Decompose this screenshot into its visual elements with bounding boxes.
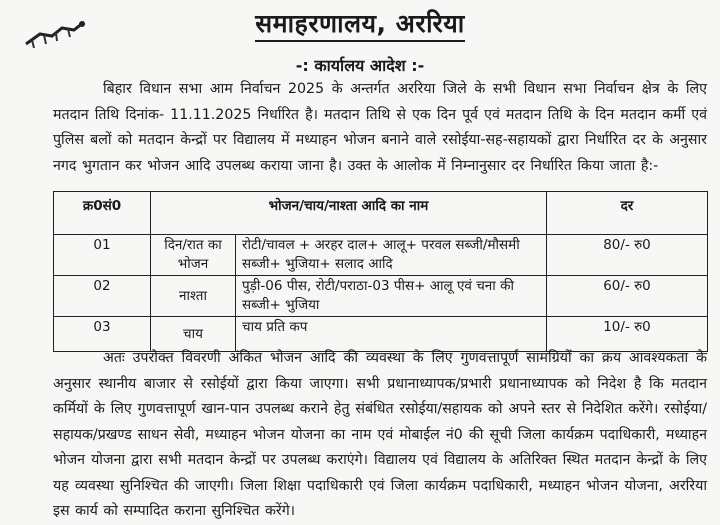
row-serial: 02 bbox=[54, 276, 151, 317]
header-serial: क्र0सं0 bbox=[54, 192, 151, 235]
intro-paragraph: बिहार विधान सभा आम निर्वाचन 2025 के अन्तर्गत अररिया जिले के सभी विधान सभा निर्वाचन क्षेत्र के लिए मतदान तिथि दिनांक- 11.11.2025 निर्धारित है। मतदान तिथि से एक दिन पूर्व एवं मतदान तिथि के दिन मतदान कर्मी एवं पुलिस बलों को मतदान केन्द्रों पर विद्यालय में मध्याहन भोजन बनाने वाले रसोईया-सह-सहायकों द्वारा निर्धारित दर के अनुसार नगद भुगतान कर भोजन आदि उपलब्ध कराया जाना है। उक्त के आलोक में निम्नानुसार दर निर्धारित किया जाता है:- bbox=[53, 81, 707, 174]
header-item: भोजन/चाय/नाश्ता आदि का नाम bbox=[151, 192, 547, 235]
row-serial: 01 bbox=[54, 235, 151, 276]
header-rate: दर bbox=[547, 192, 708, 235]
row-rate: 10/- रु0 bbox=[547, 317, 708, 352]
row-items: पुड़ी-06 पीस, रोटी/पराठा-03 पीस+ आलू एवं चना की सब्जी+ भुजिया bbox=[236, 276, 547, 317]
row-rate: 60/- रु0 bbox=[547, 276, 708, 317]
closing-paragraph: अतः उपरोक्त विवरणी अंकित भोजन आदि की व्यवस्था के लिए गुणवत्तापूर्ण सामग्रियों का क्रय आवश्यकता के अनुसार स्थानीय बाजार से रसोईयों द्वारा किया जाएगा। सभी प्रधानाध्यापक/प्रभारी प्रधानाध्यापक को निदेश है कि मतदान कर्मियों के लिए गुणवत्तापूर्ण खान-पान उपलब्ध कराने हेतु संबंधित रसोईया/सहायक को अपने स्तर से निदेशित करेंगे। रसोईया/सहायक/प्रखण्ड साधन सेवी, मध्याहन भोजन योजना का नाम एवं मोबाईल नं0 की सूची जिला कार्यक्रम पदाधिकारी, मध्याहन भोजन योजना द्वारा सभी मतदान केन्द्रों पर उपलब्ध कराएंगे। विद्यालय एवं विद्यालय के अतिरिक्त स्थित मतदान केन्द्रों के लिए यह व्यवस्था सुनिश्चित की जाएगी। जिला शिक्षा पदाधिकारी एवं जिला कार्यक्रम पदाधिकारी, मध्याहन भोजन योजना, अररिया इस कार्य को सम्पादित कराना सुनिश्चित करेंगे। bbox=[53, 350, 707, 519]
row-serial: 03 bbox=[54, 317, 151, 352]
table-row bbox=[54, 276, 708, 317]
rate-table bbox=[53, 191, 708, 352]
table-row bbox=[54, 235, 708, 276]
row-type: चाय bbox=[151, 317, 236, 352]
order-subtitle: -: कार्यालय आदेश :- bbox=[295, 56, 425, 75]
row-items: चाय प्रति कप bbox=[236, 317, 547, 352]
row-rate: 80/- रु0 bbox=[547, 235, 708, 276]
row-items: रोटी/चावल + अरहर दाल+ आलू+ परवल सब्जी/मौसमी सब्जी+ भुजिया+ सलाद आदि bbox=[236, 235, 547, 276]
page-title: समाहरणालय, अररिया bbox=[0, 6, 720, 40]
row-type: नाश्ता bbox=[151, 276, 236, 317]
table-header-row bbox=[54, 192, 708, 235]
row-type: दिन/रात का भोजन bbox=[151, 235, 236, 276]
